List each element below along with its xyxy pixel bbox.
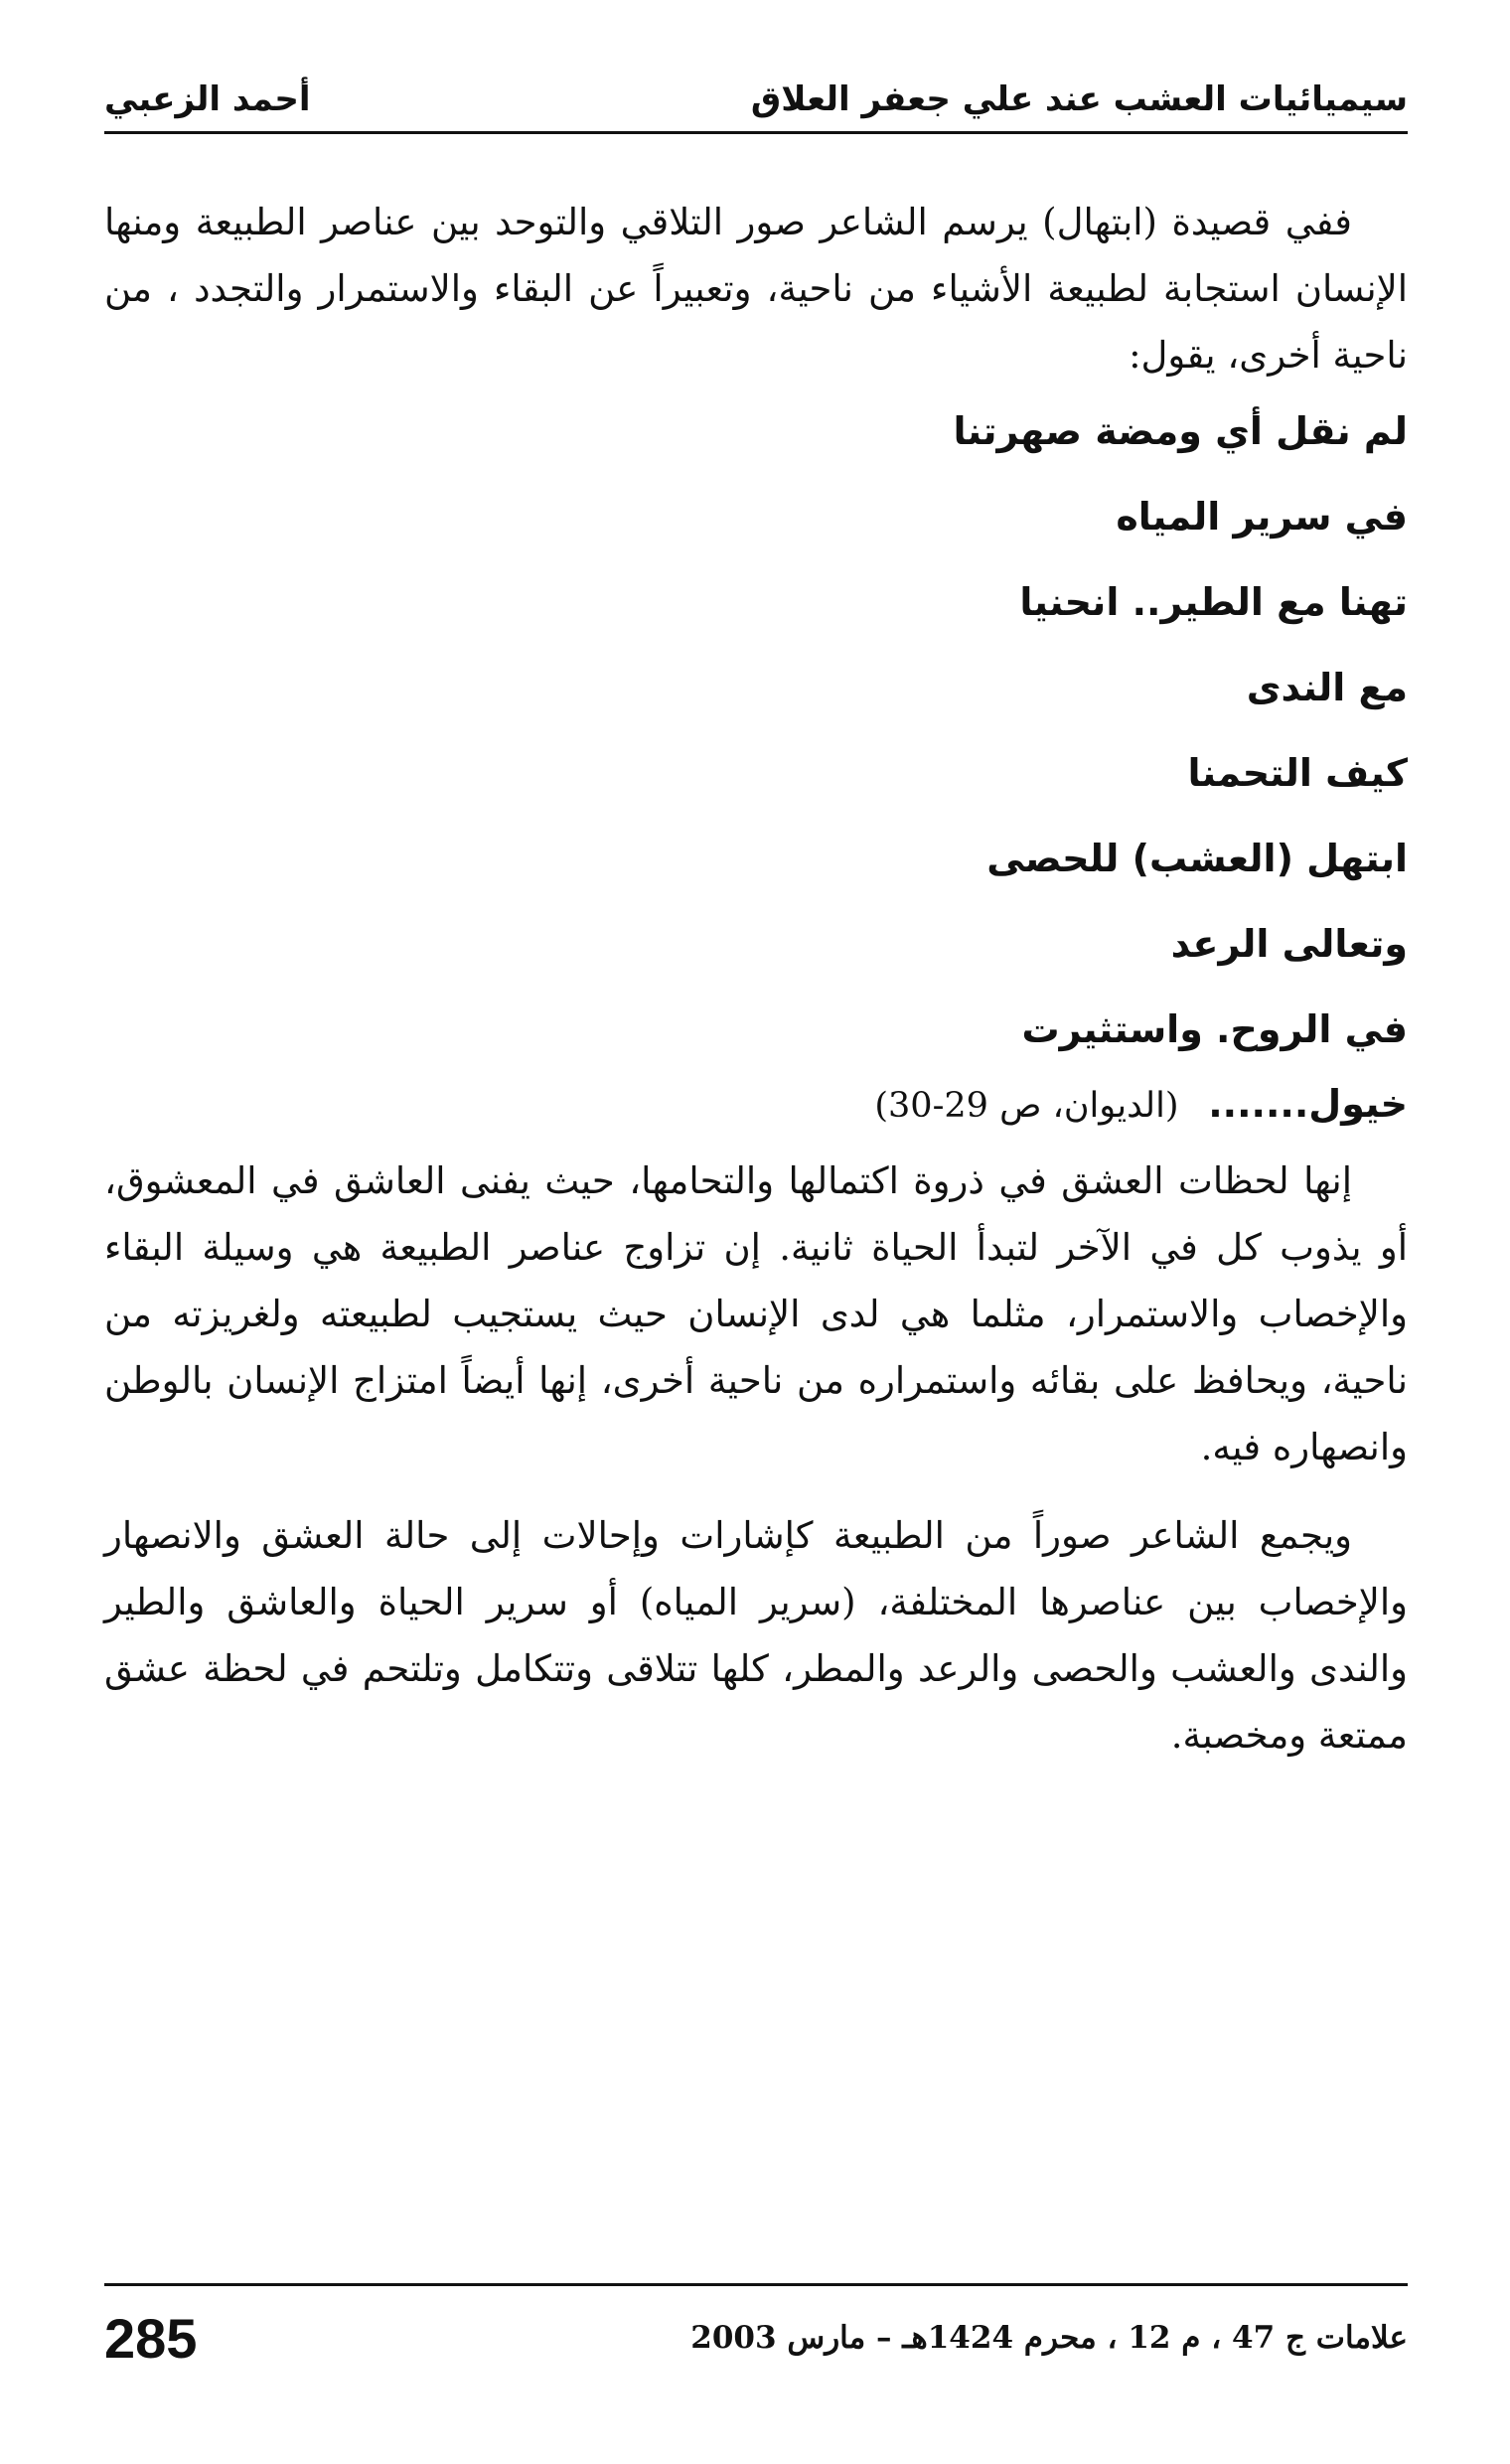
running-footer xyxy=(104,2300,1408,2380)
poem-line-7: وتعالى الرعد xyxy=(1170,922,1408,966)
running-title: سيميائيات العشب عند علي جعفر العلاق xyxy=(750,79,1408,119)
poem-last-word: خيول....... xyxy=(1208,1082,1408,1126)
body-paragraph-3: ويجمع الشاعر صوراً من الطبيعة كإشارات وإحالات إلى حالة العشق والانصهار والإخصاب بين عناصرها المختلفة، (سرير المياه) أو سرير الحياة والعاشق والطير والندى والعشب والحصى والرعد والمطر، كلها تتلاقى وتتكامل وتلتحم في لحظة عشق ممتعة ومخصبة. xyxy=(104,1514,1408,1757)
poem-line-4: مع الندى xyxy=(1246,666,1408,709)
running-header xyxy=(104,70,1408,139)
poem-excerpt xyxy=(104,388,1408,1138)
paragraph-gap xyxy=(104,1480,1408,1502)
page-body xyxy=(104,189,1408,1769)
poem-line-2: في سرير المياه xyxy=(1116,495,1408,539)
header-rule xyxy=(104,131,1408,134)
page-number: 285 xyxy=(104,2307,198,2370)
poem-line-8: في الروح. واستثيرت xyxy=(1021,1007,1408,1051)
footer-rule xyxy=(104,2283,1408,2286)
poem-citation: (الديوان، ص 29-30) xyxy=(874,1086,1179,1126)
running-author: أحمد الزعبي xyxy=(104,79,311,119)
book-page xyxy=(104,40,1408,2424)
journal-info: علامات ج 47 ، م 12 ، محرم 1424هـ – مارس 2003 xyxy=(690,2320,1408,2356)
poem-line-6: ابتهل (العشب) للحصى xyxy=(986,837,1408,880)
poem-line-1: لم نقل أي ومضة صهرتنا xyxy=(953,409,1408,453)
poem-line-3: تهنا مع الطير.. انحنيا xyxy=(1019,580,1408,624)
intro-paragraph: ففي قصيدة (ابتهال) يرسم الشاعر صور التلاقي والتوحد بين عناصر الطبيعة ومنها الإنسان استجابة لطبيعة الأشياء من ناحية، وتعبيراً عن البقاء والاستمرار والتجدد ، من ناحية أخرى، يقول: xyxy=(104,201,1408,377)
poem-line-5: كيف التحمنا xyxy=(1187,751,1408,795)
poem-last-line xyxy=(104,1072,1408,1138)
body-paragraph-2: إنها لحظات العشق في ذروة اكتمالها والتحامها، حيث يفنى العاشق في المعشوق، أو يذوب كل في الآخر لتبدأ الحياة ثانية. إن تزاوج عناصر الطبيعة هي وسيلة البقاء والإخصاب والاستمرار، مثلما هي لدى الإنسان حيث يستجيب لطبيعته ولغريزته من ناحية، ويحافظ على بقائه واستمراره من ناحية أخرى، إنها أيضاً امتزاج الإنسان بالوطن وانصهاره فيه. xyxy=(104,1159,1408,1468)
